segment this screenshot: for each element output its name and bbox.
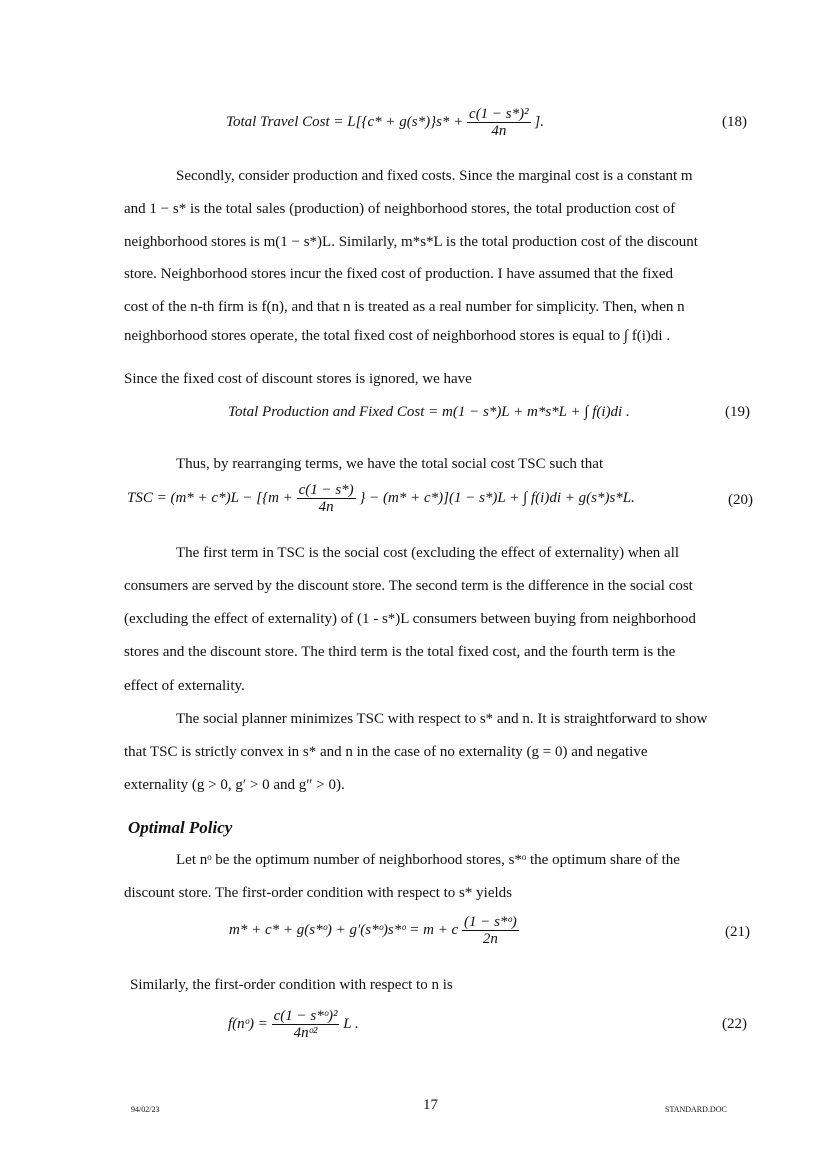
- eq19-integral: ∫ f(i)di .: [584, 404, 630, 420]
- equation-18-number: (18): [722, 114, 747, 130]
- equation-20: [127, 482, 635, 515]
- equation-19: [228, 404, 630, 421]
- equation-21: [229, 914, 519, 947]
- eq22-denominator: 4nᵒ²: [293, 1025, 318, 1041]
- equation-22: [228, 1008, 359, 1041]
- paragraph-line: Since the fixed cost of discount stores is ignored, we have: [124, 371, 472, 387]
- eq18-numerator: c(1 − s*)²: [469, 106, 529, 122]
- eq22-rhs: L .: [343, 1015, 359, 1032]
- eq20-lhs: TSC = (m* + c*)L − [{m +: [127, 489, 293, 506]
- equation-20-number: (20): [728, 492, 753, 508]
- paragraph-line: that TSC is strictly convex in s* and n in the case of no externality (g = 0) and negative: [124, 744, 648, 760]
- eq21-numerator: (1 − s*ᵒ): [463, 914, 517, 930]
- eq18-denominator: 4n: [491, 123, 507, 139]
- eq20-numerator: c(1 − s*): [298, 482, 354, 498]
- eq20-fraction: [297, 482, 356, 515]
- paragraph-line: Secondly, consider production and fixed costs. Since the marginal cost is a constant m: [176, 168, 693, 184]
- eq20-integral: ∫ f(i)di + g(s*)s*L.: [523, 489, 635, 506]
- equation-22-number: (22): [722, 1016, 747, 1032]
- paragraph-line: externality (g > 0, g′ > 0 and g″ > 0).: [124, 777, 345, 793]
- eq19-rhs: = m(1 − s*)L + m*s*L +: [428, 404, 581, 420]
- paragraph-line: stores and the discount store. The third term is the total fixed cost, and the fourth term is the: [124, 644, 676, 660]
- paragraph-line: store. Neighborhood stores incur the fixed cost of production. I have assumed that the fixed: [124, 266, 674, 282]
- footer-filename: STANDARD.DOC: [665, 1105, 727, 1114]
- paragraph-line: (excluding the effect of externality) of (1 - s*)L consumers between buying from neighborhood: [124, 611, 696, 627]
- eq22-fraction: [272, 1008, 340, 1041]
- paragraph-line: effect of externality.: [124, 678, 245, 694]
- eq18-rhs-a: = L[{c* + g(s*)}s* +: [333, 113, 464, 130]
- paragraph-line: and 1 − s* is the total sales (production) of neighborhood stores, the total production cost of: [124, 201, 676, 217]
- eq20-rhs: } − (m* + c*)](1 − s*)L +: [359, 489, 520, 506]
- eq18-rhs-b: ].: [534, 113, 544, 130]
- paragraph-line: neighborhood stores operate, the total fixed cost of neighborhood stores is equal to ∫ f(i)di .: [124, 328, 671, 344]
- paragraph-line: The social planner minimizes TSC with respect to s* and n. It is straightforward to show: [176, 711, 708, 727]
- eq20-denominator: 4n: [318, 499, 334, 515]
- eq21-lhs: m* + c* + g(s*ᵒ) + g′(s*ᵒ)s*ᵒ = m + c: [229, 921, 459, 938]
- equation-18: [226, 106, 544, 139]
- paragraph-line: neighborhood stores is m(1 − s*)L. Similarly, m*s*L is the total production cost of the discount: [124, 234, 698, 250]
- eq18-fraction: [467, 106, 531, 139]
- paragraph-line: The first term in TSC is the social cost (excluding the effect of externality) when all: [176, 545, 680, 561]
- paragraph-line: discount store. The first-order condition with respect to s* yields: [124, 885, 512, 901]
- eq22-lhs: f(nᵒ) =: [228, 1015, 268, 1032]
- equation-21-number: (21): [725, 924, 750, 940]
- equation-19-number: (19): [725, 404, 750, 420]
- paragraph-line: consumers are served by the discount store. The second term is the difference in the social cost: [124, 578, 693, 594]
- paragraph-line: cost of the n-th firm is f(n), and that n is treated as a real number for simplicity. Then, when n: [124, 299, 685, 315]
- eq19-lhs: Total Production and Fixed Cost: [228, 404, 425, 420]
- section-heading: Optimal Policy: [128, 818, 233, 837]
- eq21-fraction: [462, 914, 519, 947]
- paragraph-line: Similarly, the first-order condition with respect to n is: [130, 977, 453, 993]
- paragraph-line: Thus, by rearranging terms, we have the total social cost TSC such that: [176, 456, 604, 472]
- eq18-lhs: Total Travel Cost: [226, 113, 330, 130]
- eq22-numerator: c(1 − s*ᵒ)²: [273, 1008, 338, 1024]
- footer-date: 94/02/23: [131, 1105, 160, 1114]
- page-number: 17: [423, 1097, 438, 1113]
- paragraph-line: Let nᵒ be the optimum number of neighborhood stores, s*ᵒ the optimum share of the: [176, 852, 680, 868]
- eq21-denominator: 2n: [482, 931, 498, 947]
